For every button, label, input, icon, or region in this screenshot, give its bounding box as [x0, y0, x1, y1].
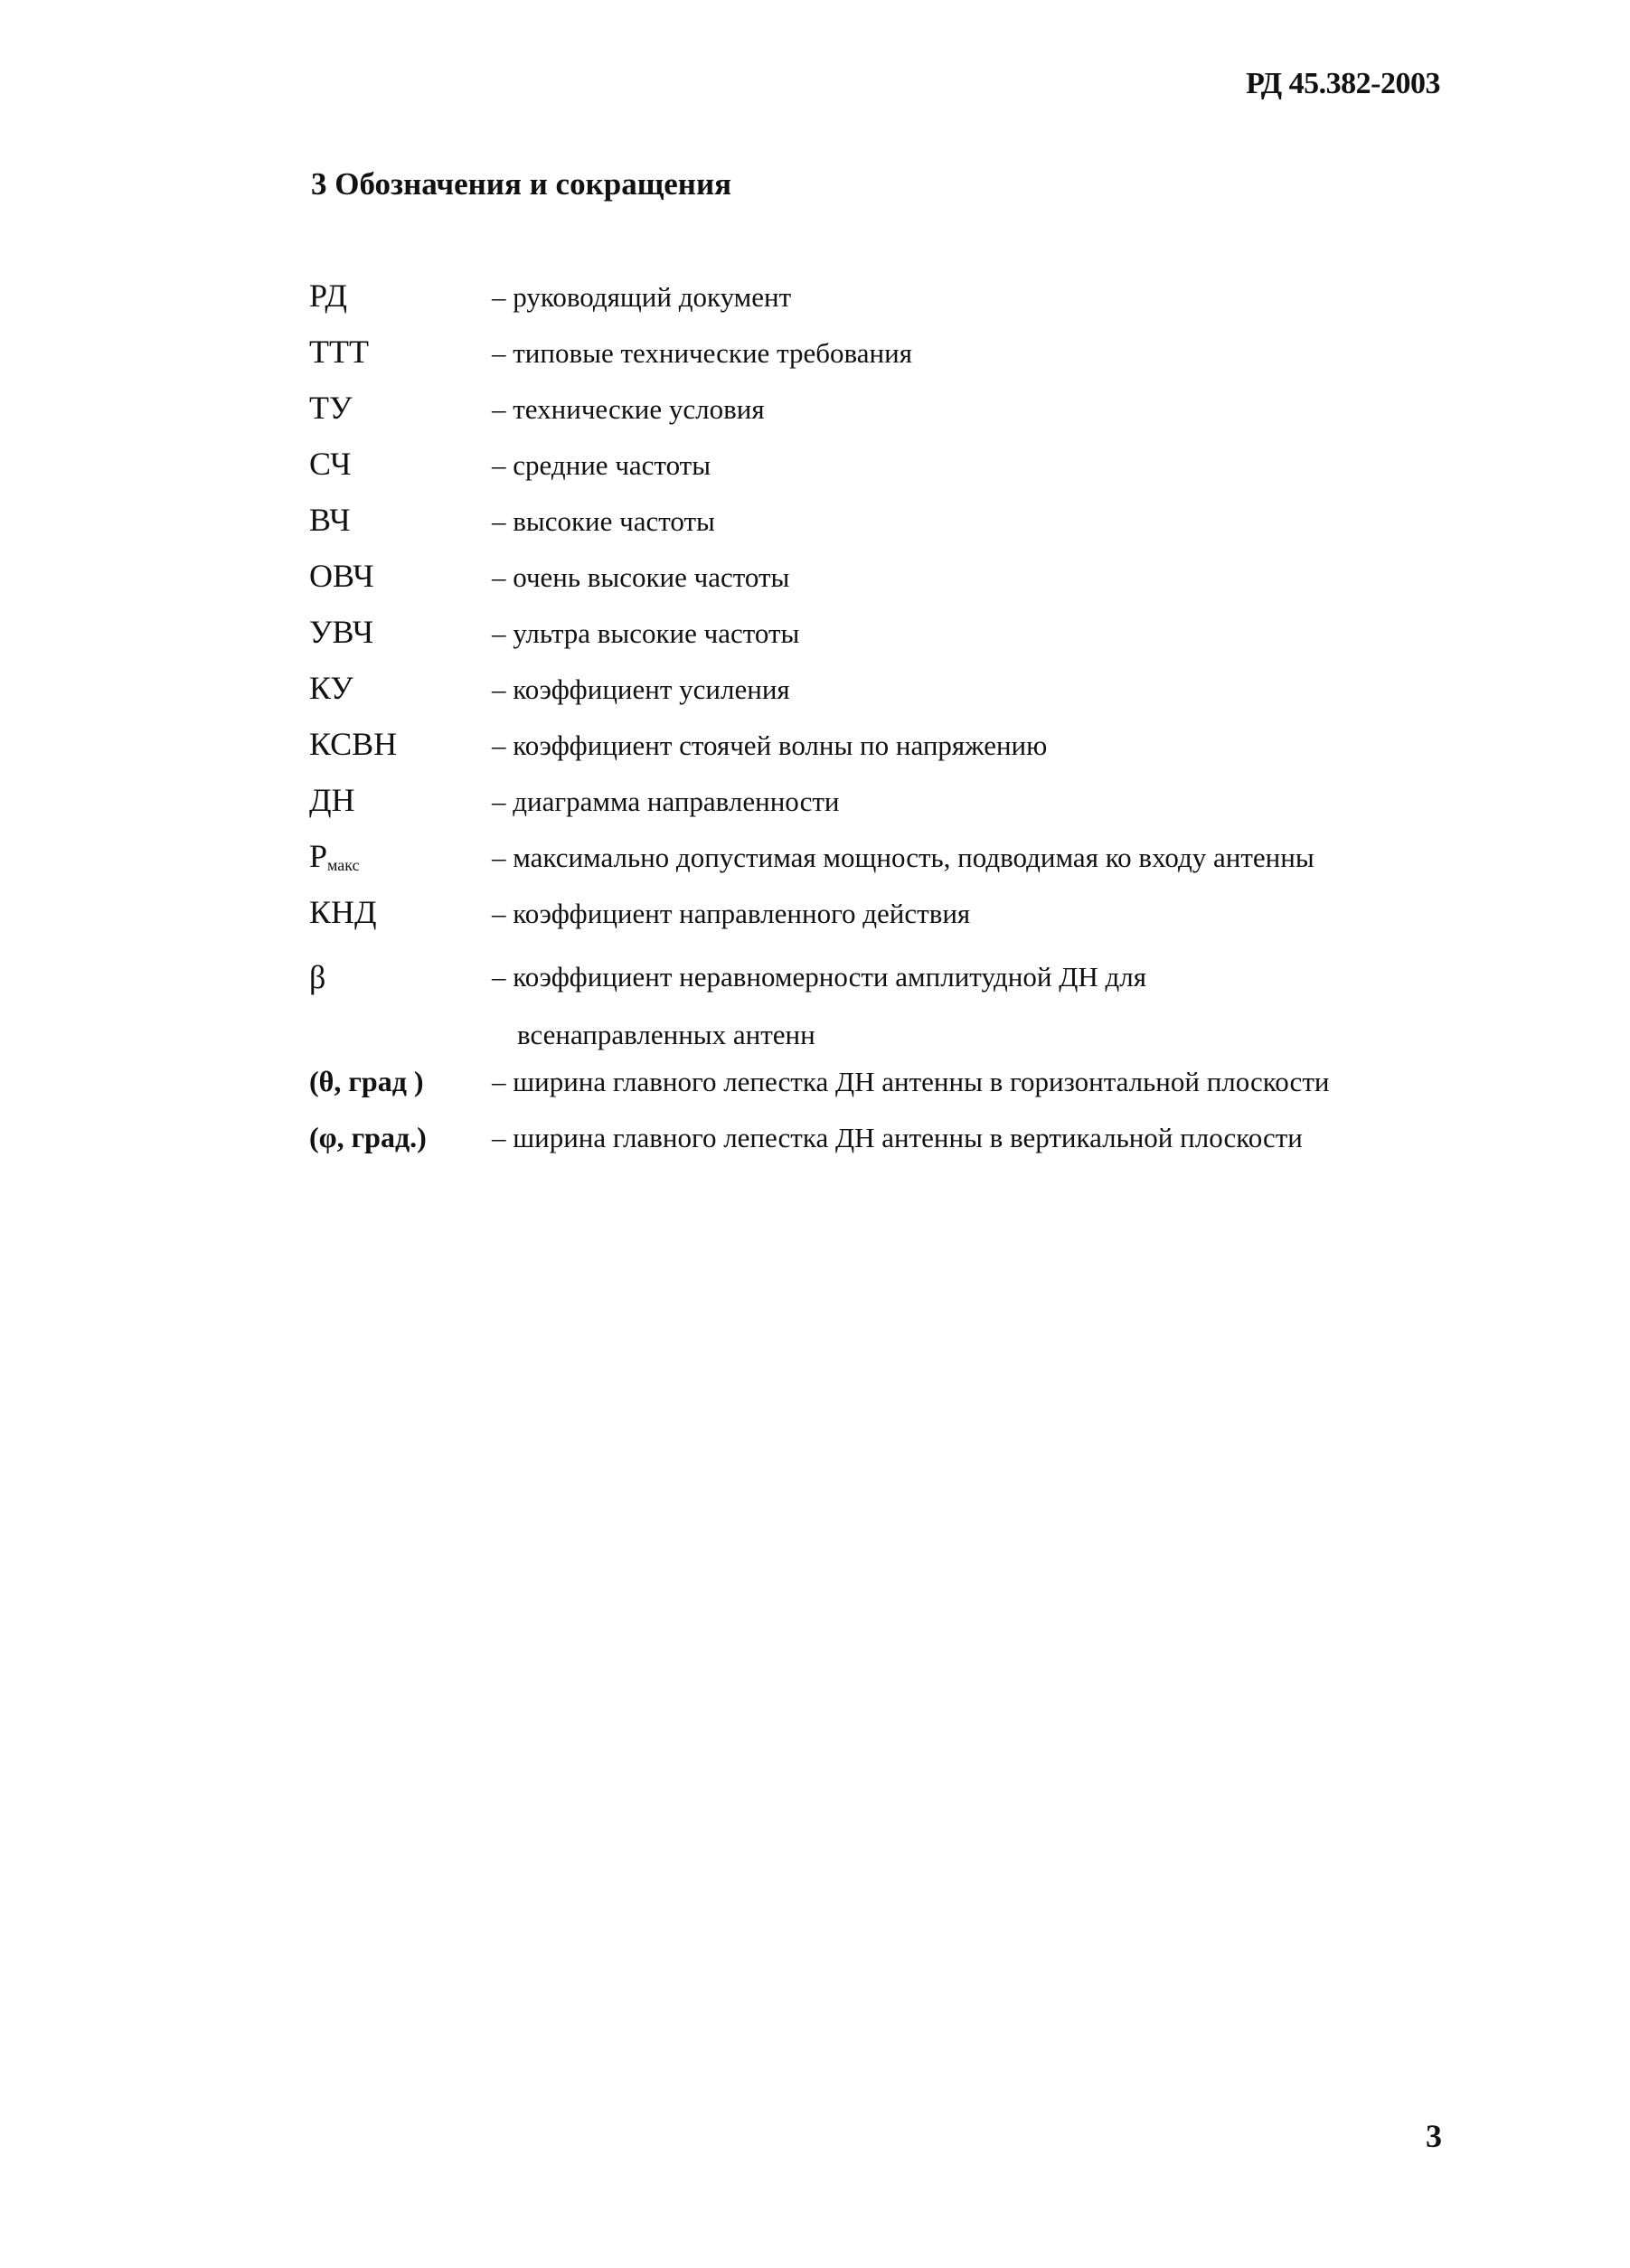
abbreviation-term: КСВН — [309, 726, 398, 762]
abbreviation-row — [309, 949, 1484, 1065]
section-title: 3 Обозначения и сокращения — [311, 166, 732, 202]
abbreviation-definition: – коэффициент направленного действия — [492, 898, 971, 929]
abbreviation-definition: – очень высокие частоты — [492, 561, 790, 593]
abbreviation-row — [309, 893, 1484, 949]
abbreviation-row — [309, 445, 1484, 501]
abbreviation-row — [309, 725, 1484, 781]
abbreviation-definition: – высокие частоты — [492, 505, 715, 537]
abbreviation-definition: – технические условия — [492, 393, 765, 425]
abbreviation-row — [309, 1065, 1484, 1121]
abbreviation-definition: – коэффициент усиления — [492, 673, 790, 705]
abbreviation-term — [309, 837, 492, 875]
abbreviation-row — [309, 277, 1484, 333]
abbreviation-term: β — [309, 959, 326, 995]
abbreviation-term: КУ — [309, 670, 353, 706]
abbreviation-term-main: P — [309, 838, 328, 874]
abbreviation-term: (θ, град ) — [309, 1065, 424, 1097]
abbreviation-row — [309, 501, 1484, 557]
abbreviation-term: РД — [309, 278, 347, 314]
abbreviation-definition: – средние частоты — [492, 449, 711, 481]
abbreviation-definition: – ширина главного лепестка ДН антенны в горизонтальной плоскости — [492, 1066, 1330, 1097]
abbreviation-term: ОВЧ — [309, 558, 374, 594]
abbreviation-definition: – максимально допустимая мощность, подводимая ко входу антенны — [492, 842, 1314, 873]
abbreviation-row — [309, 781, 1484, 837]
abbreviation-row — [309, 389, 1484, 445]
abbreviation-definition-continuation: всенаправленных антенн — [517, 1019, 815, 1050]
abbreviation-term-subscript: макс — [327, 856, 360, 874]
abbreviation-term: СЧ — [309, 446, 352, 482]
abbreviation-row — [309, 557, 1484, 613]
abbreviations-list — [309, 277, 1484, 1177]
abbreviation-definition: – ширина главного лепестка ДН антенны в вертикальной плоскости — [492, 1122, 1303, 1153]
abbreviation-row — [309, 333, 1484, 389]
abbreviation-term: (φ, град.) — [309, 1121, 427, 1153]
abbreviation-row — [309, 837, 1484, 893]
abbreviation-definition: – типовые технические требования — [492, 337, 912, 369]
abbreviation-term: УВЧ — [309, 614, 374, 650]
abbreviation-definition-line: – коэффициент неравномерности амплитудной ДН для — [492, 961, 1146, 993]
abbreviation-term: ТУ — [309, 390, 353, 426]
abbreviation-row — [309, 669, 1484, 725]
abbreviation-definition — [492, 949, 1146, 1065]
abbreviation-definition: – диаграмма направленности — [492, 786, 840, 817]
abbreviation-definition: – руководящий документ — [492, 281, 792, 313]
abbreviation-term: ВЧ — [309, 502, 351, 538]
abbreviation-term: ДН — [309, 782, 355, 818]
abbreviation-definition: – ультра высокие частоты — [492, 617, 800, 649]
abbreviation-row — [309, 613, 1484, 669]
document-code: РД 45.382-2003 — [1246, 67, 1440, 100]
abbreviation-term: КНД — [309, 894, 377, 930]
abbreviation-row — [309, 1121, 1484, 1177]
abbreviation-term: ТТТ — [309, 334, 369, 370]
page-number: 3 — [1426, 2118, 1442, 2154]
abbreviation-definition: – коэффициент стоячей волны по напряжению — [492, 729, 1048, 761]
